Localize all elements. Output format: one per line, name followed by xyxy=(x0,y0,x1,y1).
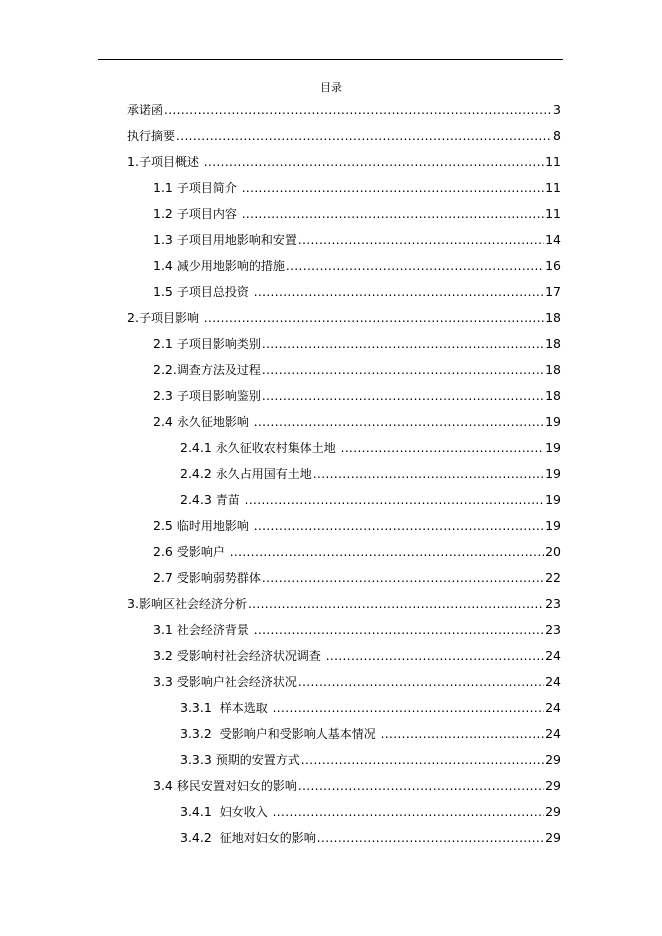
header-rule xyxy=(98,59,563,60)
toc-entry-title: 影响区社会经济分析 xyxy=(138,597,247,611)
toc-dot-leader xyxy=(176,127,552,145)
toc-entry-title: 妇女收入 xyxy=(219,805,272,819)
toc-entry-page: 29 xyxy=(545,804,561,819)
toc-entry-title: 受影响弱势群体 xyxy=(176,571,261,585)
toc-entry-number: 3.3.3 xyxy=(180,752,216,767)
toc-entry[interactable] xyxy=(127,725,561,751)
toc-entry[interactable] xyxy=(127,127,561,153)
toc-entry-number: 1.1 xyxy=(153,180,177,195)
toc-entry-page: 8 xyxy=(553,128,561,143)
toc-entry-number: 3.3.1 xyxy=(180,700,220,715)
toc-entry-number: 1.2 xyxy=(153,206,177,221)
toc-entry[interactable] xyxy=(127,803,561,829)
toc-entry-number: 1.4 xyxy=(153,258,177,273)
toc-entry[interactable] xyxy=(127,465,561,491)
toc-entry-number: 2.7 xyxy=(153,570,177,585)
toc-entry-title: 青苗 xyxy=(215,493,244,507)
toc-entry-number: 3.4 xyxy=(153,778,177,793)
toc-entry-number: 1. xyxy=(127,154,139,169)
toc-dot-leader xyxy=(381,725,545,743)
toc-entry-page: 19 xyxy=(545,492,561,507)
toc-dot-leader xyxy=(262,361,544,379)
toc-entry-title: 子项目总投资 xyxy=(176,285,253,299)
toc-entry-title: 子项目概述 xyxy=(138,155,203,169)
toc-entry-page: 18 xyxy=(545,336,561,351)
toc-dot-leader xyxy=(204,153,544,171)
toc-entry-page: 24 xyxy=(545,648,561,663)
toc-entry[interactable] xyxy=(127,829,561,855)
toc-entry-number: 2.6 xyxy=(153,544,177,559)
toc-entry-title: 预期的安置方式 xyxy=(215,753,300,767)
toc-entry-title: 临时用地影响 xyxy=(176,519,253,533)
toc-entry-page: 24 xyxy=(545,700,561,715)
toc-dot-leader xyxy=(262,387,544,405)
toc-entry-number: 2.4.1 xyxy=(180,440,216,455)
toc-entry-page: 18 xyxy=(545,362,561,377)
toc-entry-page: 22 xyxy=(545,570,561,585)
toc-dot-leader xyxy=(245,491,544,509)
toc-entry-title: 执行摘要 xyxy=(127,129,176,143)
toc-entry-number: 3. xyxy=(127,596,139,611)
toc-entry-number: 1.5 xyxy=(153,284,177,299)
toc-entry-page: 29 xyxy=(545,778,561,793)
toc-dot-leader xyxy=(254,517,544,535)
toc-entry-number: 3.1 xyxy=(153,622,177,637)
toc-entry-title: 社会经济背景 xyxy=(176,623,253,637)
toc-entry-page: 14 xyxy=(545,232,561,247)
toc-entry-page: 23 xyxy=(545,596,561,611)
toc-entry-title: 子项目影响类别 xyxy=(176,337,261,351)
toc-entry-page: 3 xyxy=(553,102,561,117)
toc-entry-page: 19 xyxy=(545,518,561,533)
toc-entry-title: 受影响户 xyxy=(176,545,229,559)
toc-entry[interactable] xyxy=(127,491,561,517)
toc-dot-leader xyxy=(313,465,544,483)
toc-entry[interactable] xyxy=(127,699,561,725)
toc-entry[interactable] xyxy=(127,413,561,439)
toc-entry-page: 18 xyxy=(545,388,561,403)
toc-entry-page: 19 xyxy=(545,466,561,481)
toc-entry-number: 3.4.1 xyxy=(180,804,220,819)
toc-dot-leader xyxy=(254,413,544,431)
toc-entry-title: 子项目影响鉴别 xyxy=(176,389,261,403)
toc-entry[interactable] xyxy=(127,439,561,465)
toc-entry-page: 24 xyxy=(545,674,561,689)
toc-entry-number: 3.4.2 xyxy=(180,830,220,845)
toc-entry-page: 19 xyxy=(545,440,561,455)
toc-dot-leader xyxy=(230,543,544,561)
toc-entry-number: 3.2 xyxy=(153,648,177,663)
toc-entry[interactable] xyxy=(127,387,561,413)
toc-dot-leader xyxy=(242,179,544,197)
toc-entry-page: 23 xyxy=(545,622,561,637)
toc-entry[interactable] xyxy=(127,257,561,283)
toc-dot-leader xyxy=(317,829,544,847)
toc-dot-leader xyxy=(298,673,544,691)
toc-dot-leader xyxy=(204,309,544,327)
toc-entry[interactable] xyxy=(127,361,561,387)
toc-entry-number: 2.4 xyxy=(153,414,177,429)
toc-entry[interactable] xyxy=(127,205,561,231)
toc-entry[interactable] xyxy=(127,153,561,179)
toc-entry-page: 17 xyxy=(545,284,561,299)
toc-entry-page: 29 xyxy=(545,830,561,845)
toc-entry[interactable] xyxy=(127,673,561,699)
toc-dot-leader xyxy=(326,647,544,665)
toc-entry-title: 永久占用国有土地 xyxy=(215,467,312,481)
toc-entry-title: 永久征收农村集体土地 xyxy=(215,441,340,455)
toc-dot-leader xyxy=(273,803,545,821)
toc-entry[interactable] xyxy=(127,231,561,257)
toc-entry-title: 承诺函 xyxy=(127,103,164,117)
toc-entry-title: 子项目用地影响和安置 xyxy=(176,233,297,247)
toc-dot-leader xyxy=(262,335,544,353)
toc-dot-leader xyxy=(301,751,544,769)
toc-entry[interactable] xyxy=(127,335,561,361)
toc-dot-leader xyxy=(286,257,544,275)
toc-entry-title: 征地对妇女的影响 xyxy=(219,831,316,845)
toc-entry-number: 2.2. xyxy=(153,362,177,377)
toc-dot-leader xyxy=(242,205,544,223)
toc-entry-page: 18 xyxy=(545,310,561,325)
toc-entry-title: 调查方法及过程 xyxy=(176,363,261,377)
toc-entry[interactable] xyxy=(127,595,561,621)
toc-entry-title: 移民安置对妇女的影响 xyxy=(176,779,297,793)
toc-entry-page: 19 xyxy=(545,414,561,429)
toc-entry-number: 3.3.2 xyxy=(180,726,220,741)
toc-entry[interactable] xyxy=(127,647,561,673)
toc-entry-page: 11 xyxy=(545,180,561,195)
toc-entry-number: 2. xyxy=(127,310,139,325)
toc-entry-title: 永久征地影响 xyxy=(176,415,253,429)
toc-entry[interactable] xyxy=(127,543,561,569)
toc-entry-number: 1.3 xyxy=(153,232,177,247)
toc-entry-title: 减少用地影响的措施 xyxy=(176,259,285,273)
toc-dot-leader xyxy=(341,439,544,457)
toc-entry[interactable] xyxy=(127,179,561,205)
toc-entry[interactable] xyxy=(127,777,561,803)
toc-entry[interactable] xyxy=(127,569,561,595)
toc-entry-number: 2.5 xyxy=(153,518,177,533)
toc-entry[interactable] xyxy=(127,283,561,309)
toc-entry-title: 子项目影响 xyxy=(138,311,203,325)
toc-dot-leader xyxy=(248,595,544,613)
toc-dot-leader xyxy=(164,101,552,119)
toc-dot-leader xyxy=(254,621,544,639)
toc-dot-leader xyxy=(273,699,545,717)
toc-entry-page: 11 xyxy=(545,154,561,169)
toc-entry-page: 24 xyxy=(545,726,561,741)
toc-dot-leader xyxy=(298,231,544,249)
toc-entry[interactable] xyxy=(127,101,561,127)
toc-entry-number: 2.3 xyxy=(153,388,177,403)
toc-entry[interactable] xyxy=(127,517,561,543)
toc-entry-page: 20 xyxy=(545,544,561,559)
toc-entry-title: 受影响户社会经济状况 xyxy=(176,675,297,689)
toc-entry-title: 受影响户和受影响人基本情况 xyxy=(219,727,380,741)
toc-entry[interactable] xyxy=(127,751,561,777)
toc-entry-number: 2.4.2 xyxy=(180,466,216,481)
toc-entry-page: 16 xyxy=(545,258,561,273)
toc-title: 目录 xyxy=(320,81,342,94)
toc-dot-leader xyxy=(254,283,544,301)
toc-entry-number: 3.3 xyxy=(153,674,177,689)
toc-dot-leader xyxy=(298,777,544,795)
toc-entry-title: 样本选取 xyxy=(219,701,272,715)
table-of-contents xyxy=(127,101,561,855)
toc-entry-title: 受影响村社会经济状况调查 xyxy=(176,649,325,663)
toc-entry-number: 2.4.3 xyxy=(180,492,216,507)
toc-entry[interactable] xyxy=(127,309,561,335)
toc-entry-page: 11 xyxy=(545,206,561,221)
toc-entry-title: 子项目内容 xyxy=(176,207,241,221)
toc-entry-title: 子项目简介 xyxy=(176,181,241,195)
toc-entry-number: 2.1 xyxy=(153,336,177,351)
toc-dot-leader xyxy=(262,569,544,587)
toc-entry[interactable] xyxy=(127,621,561,647)
toc-entry-page: 29 xyxy=(545,752,561,767)
